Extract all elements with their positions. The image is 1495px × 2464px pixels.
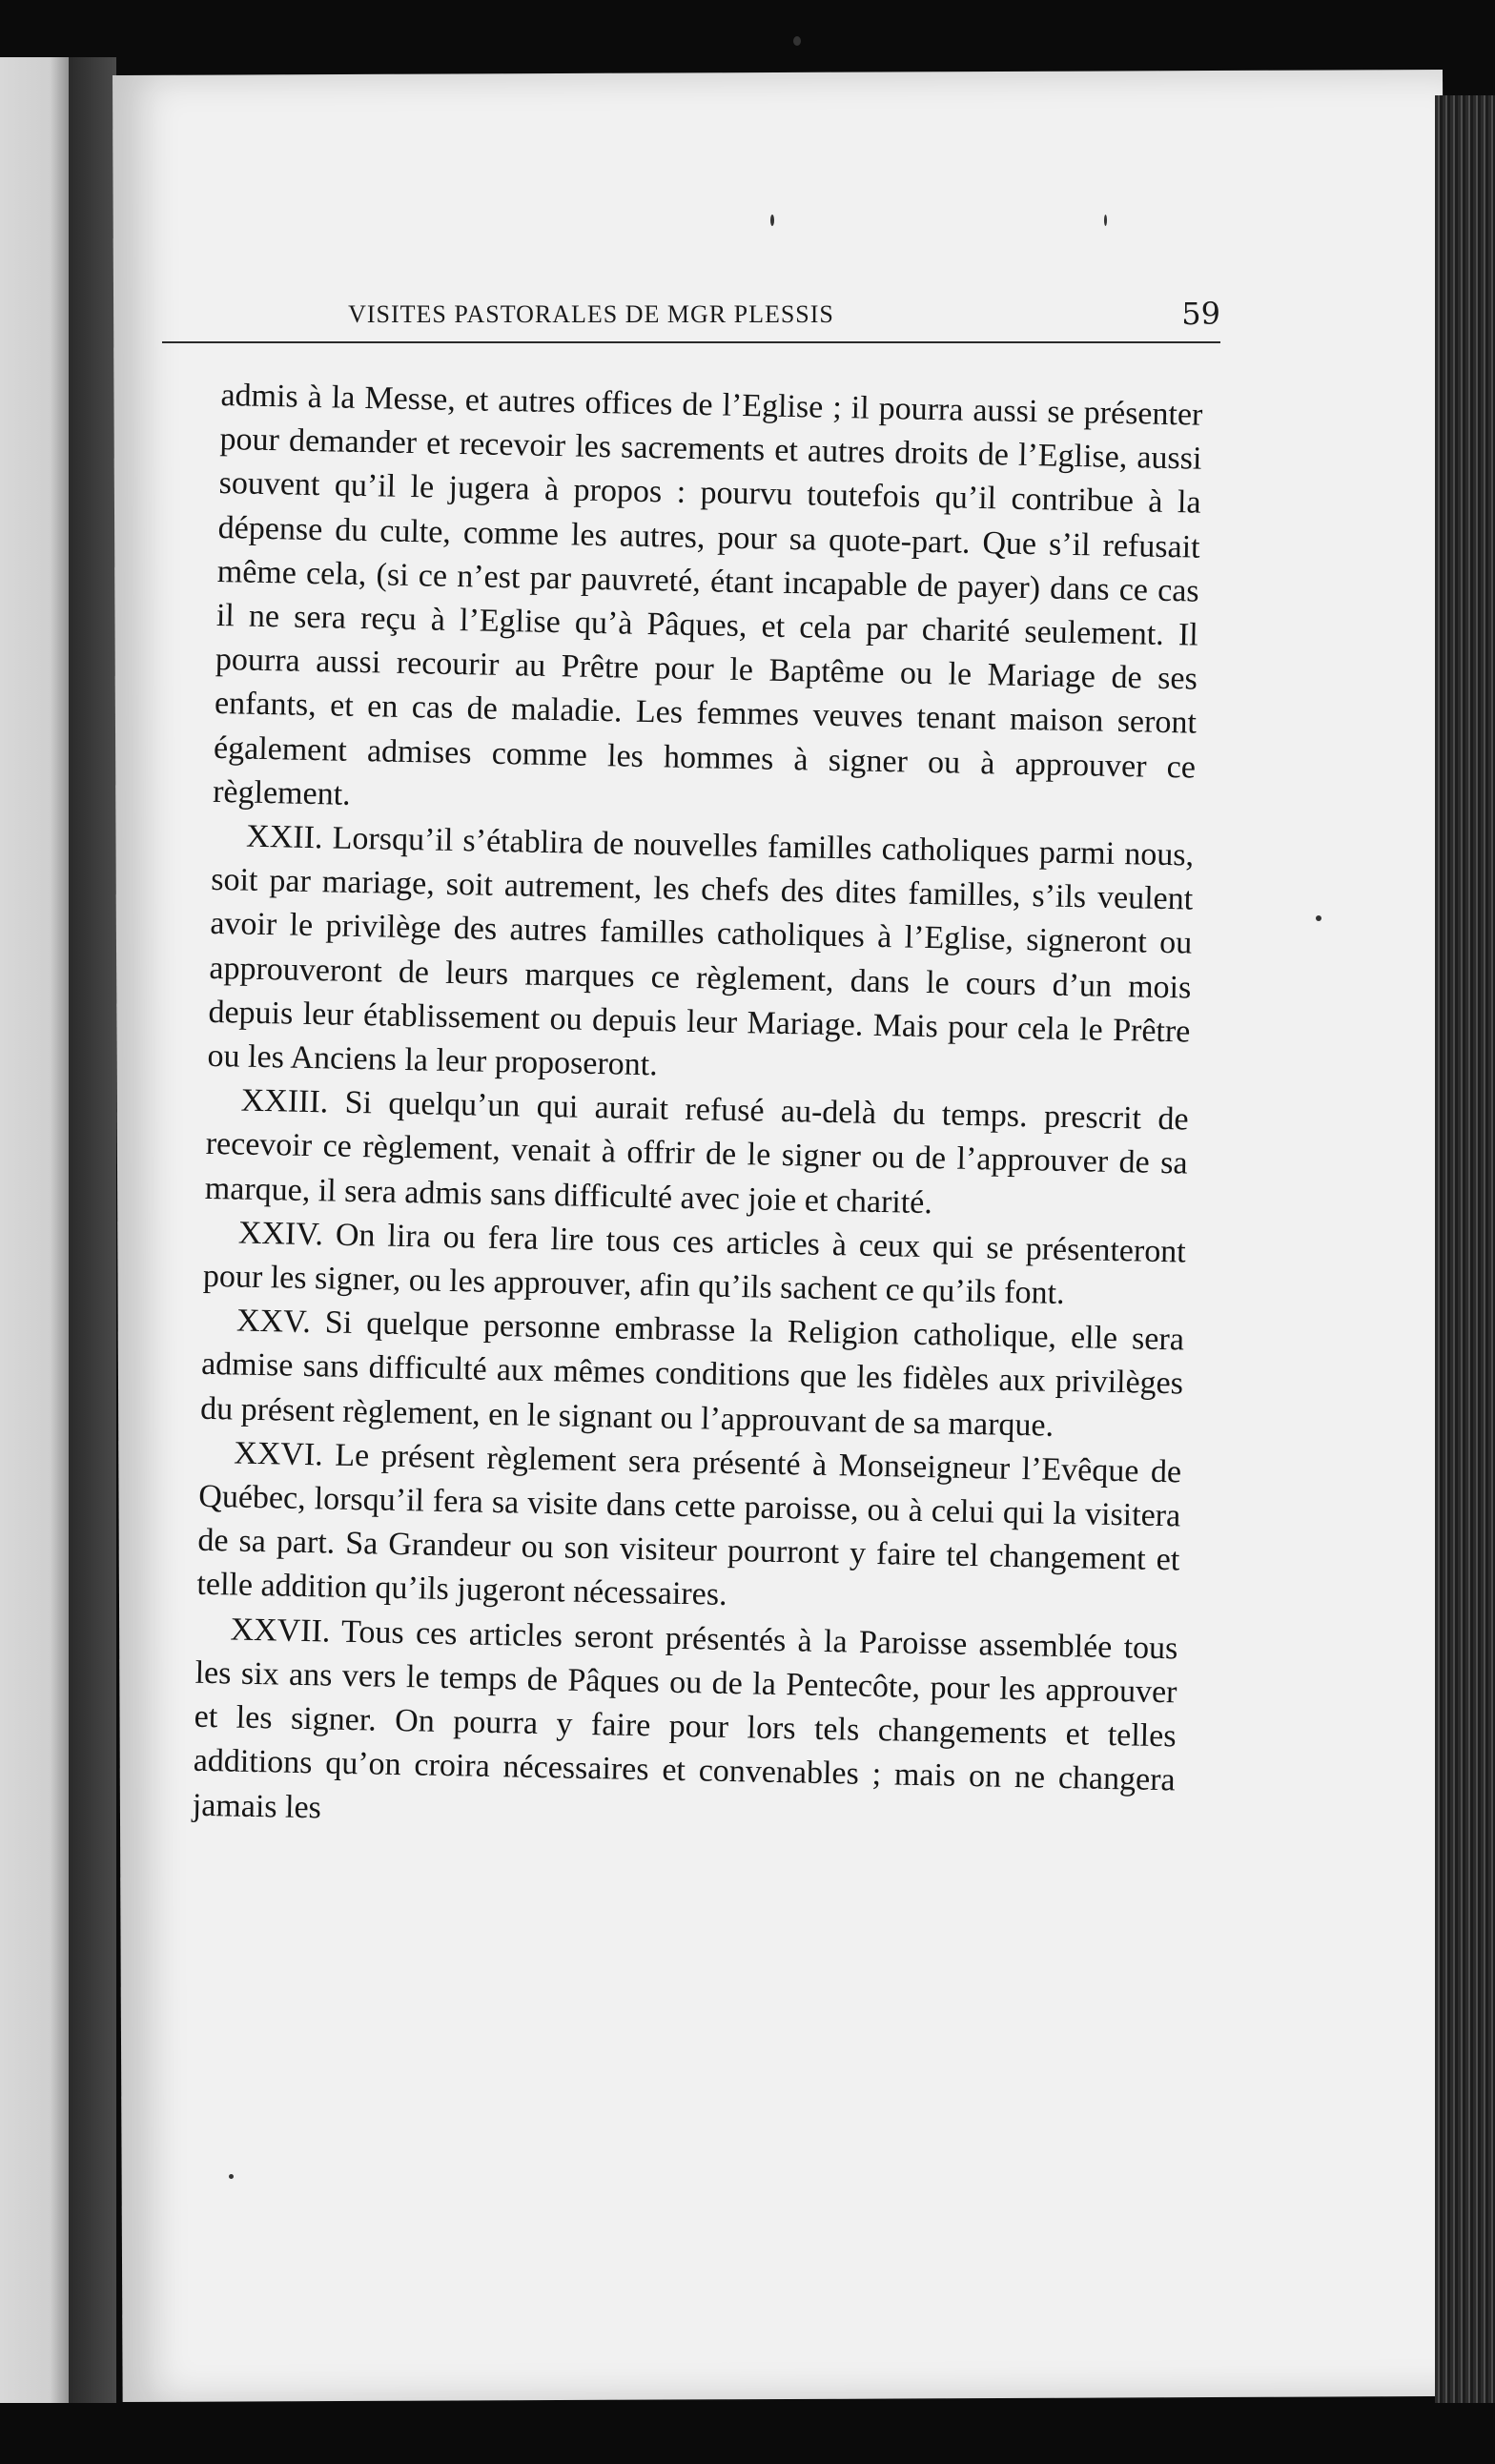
scan-speck <box>793 36 801 46</box>
page-body <box>192 374 1202 1847</box>
facing-page-edge <box>0 57 72 2403</box>
book-gutter <box>69 57 116 2403</box>
article-xxii: XXII. Lorsqu’il s’établira de nouvelles familles catholiques parmi nous, soit par mariage, soit autrement, les chefs des dites familles, s’ils veulent avoir le privilège des autres familles catholiques à l’Eglise, signeront ou approuveront de leurs marques ce règlement, dans le cours d’un mois depuis leur établissement ou depuis leur Mariage. Mais pour cela le Prêtre ou les Anciens la leur proposeront. <box>207 818 1195 1083</box>
scan-speck <box>770 215 774 226</box>
scan-speck <box>229 2174 234 2179</box>
header-rule <box>162 341 1220 343</box>
page-stack-edge <box>1435 95 1495 2403</box>
page-number: 59 <box>1181 296 1220 332</box>
article-xxiv: XXIV. On lira ou fera lire tous ces articles à ceux qui se présenteront pour les signer, ou les approuver, afin qu’ils sachent ce qu’ils font. <box>202 1215 1187 1312</box>
running-title: VISITES PASTORALES DE MGR PLESSIS <box>348 300 834 328</box>
article-xxiii: XXIII. Si quelqu’un qui aurait refusé au-delà du temps. prescrit de recevoir ce règlement, venait à offrir de le signer ou de l’approuver de sa marque, il sera admis sans difficulté avec joie et charité. <box>204 1082 1189 1221</box>
scan-speck <box>1104 215 1107 226</box>
article-xxvi: XXVI. Le présent règlement sera présenté à Monseigneur l’Evêque de Québec, lorsqu’il fera sa visite dans cette paroisse, ou à celui qui la visitera de sa part. Sa Grandeur ou son visiteur pourront y faire tel changement et telle addition qu’ils jugeront nécessaires. <box>196 1435 1182 1613</box>
paragraph-continuation: admis à la Messe, et autres offices de l’Eglise ; il pourra aussi se présenter pour demander et recevoir les sacrements et autres droits de l’Eglise, aussi souvent qu’il le jugera à propos : pourvu toutefois qu’il contribue à la dépense du culte, comme les autres, pour sa quote-part. Que s’il refusait même cela, (si ce n’est par pauvreté, étant incapable de payer) dans ce cas il ne sera reçu à l’Eglise qu’à Pâques, et cela par charité seulement. Il pourra aussi recourir au Prêtre pour le Baptême ou le Mariage de ses enfants, et en cas de maladie. Les femmes veuves tenant maison seront également admises comme les hommes à signer ou à approuver ce règlement. <box>212 377 1203 812</box>
article-xxvii: XXVII. Tous ces articles seront présentés à la Paroisse assemblée tous les six ans vers le temps de Pâques ou de la Pentecôte, pour les approuver et les signer. On pourra y faire pour lors tels changements et telles additions qu’on croira nécessaires et convenables ; mais on ne changera jamais les <box>192 1612 1178 1825</box>
article-xxv: XXV. Si quelque personne embrasse la Religion catholique, elle sera admise sans difficulté aux mêmes conditions que les fidèles aux privilèges du présent règlement, en le signant ou l’approuvant de sa marque. <box>199 1303 1185 1444</box>
scan-speck <box>1316 915 1321 921</box>
running-head <box>162 229 1220 372</box>
